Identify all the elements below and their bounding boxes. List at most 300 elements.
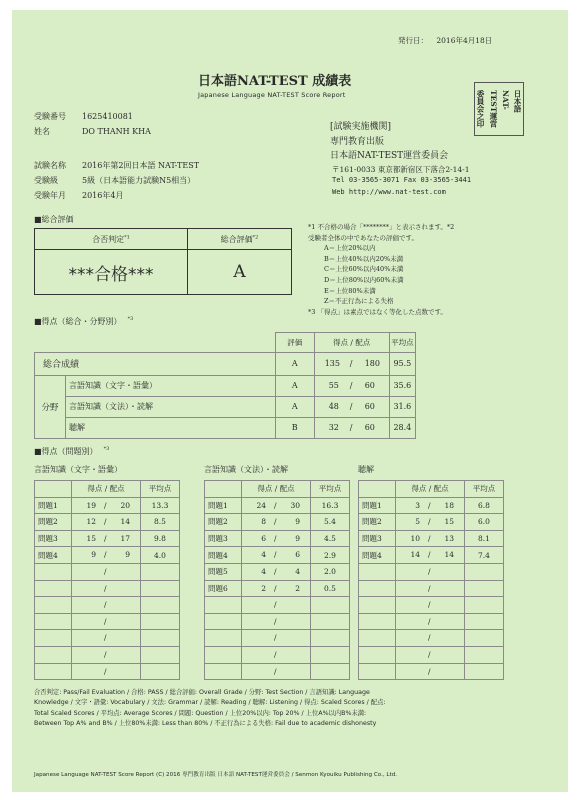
score-header: 得点 / 配点 <box>72 481 141 498</box>
score-header: 得点 / 配点 <box>314 333 389 353</box>
section-eval: A <box>275 375 314 396</box>
organizer-heading: [試験実施機関] <box>330 122 392 132</box>
blank-cell <box>141 630 180 647</box>
blank-cell <box>35 613 72 630</box>
score-cell <box>242 580 311 597</box>
score-value: 4 <box>261 566 266 576</box>
slash: / <box>104 517 107 527</box>
exam-date: 2016年4月 <box>82 191 124 200</box>
note-mark: *1 <box>124 233 130 240</box>
pass-header <box>35 229 188 250</box>
blank-cell <box>311 597 350 614</box>
note-line: *1 不合格の場合「********」と表示されます。*2 <box>308 223 455 231</box>
max-value: 14 <box>444 550 454 560</box>
score-cell <box>396 613 465 630</box>
score-cell <box>242 497 311 514</box>
blank-cell <box>359 597 396 614</box>
max-value: 30 <box>290 500 300 510</box>
slash: / <box>274 500 277 510</box>
score-cell <box>72 597 141 614</box>
blank-cell <box>465 663 504 680</box>
blank-cell <box>311 663 350 680</box>
score-cell <box>72 547 141 564</box>
overall-section-title: ■総合評価 <box>34 215 74 224</box>
byq-header-row <box>359 481 504 498</box>
table-row-empty <box>359 646 504 663</box>
blank-cell <box>35 481 72 498</box>
score-cell <box>72 630 141 647</box>
slash: / <box>428 616 431 626</box>
exam-date-row <box>34 190 123 201</box>
blank-cell <box>465 597 504 614</box>
blank-cell <box>205 630 242 647</box>
summary-section-title <box>34 316 133 327</box>
note-line: B＝上位40%以内20%未満 <box>324 254 404 263</box>
seal-col: 委員会之印 <box>476 90 485 128</box>
question-label: 問題2 <box>359 514 396 531</box>
score-cell <box>396 646 465 663</box>
blank-cell <box>465 580 504 597</box>
table-row-empty <box>35 563 180 580</box>
blank-cell <box>35 646 72 663</box>
note-line: E＝上位80%未満 <box>324 286 376 295</box>
slash: / <box>274 600 277 610</box>
avg-value: 9.8 <box>141 530 180 547</box>
slash: / <box>104 550 107 560</box>
note-line: *3 「得点」は素点ではなく等化した点数です。 <box>308 307 447 316</box>
avg-value: 2.9 <box>311 547 350 564</box>
max-value: 60 <box>364 401 375 411</box>
table-row-empty <box>359 597 504 614</box>
blank-cell <box>359 646 396 663</box>
score-value: 19 <box>86 500 96 510</box>
seal-text <box>475 90 523 128</box>
blank-cell <box>141 613 180 630</box>
avg-value: 6.0 <box>465 514 504 531</box>
blank-cell <box>465 613 504 630</box>
blank-cell <box>141 646 180 663</box>
table-row <box>205 580 350 597</box>
field-label: 分野 <box>35 375 66 438</box>
avg-header: 平均点 <box>465 481 504 498</box>
blank-cell <box>311 646 350 663</box>
table-row-empty <box>205 663 350 680</box>
score-value: 135 <box>324 358 340 368</box>
question-label: 問題3 <box>205 530 242 547</box>
byq-table <box>34 480 180 680</box>
table-row-empty <box>35 580 180 597</box>
avg-value: 13.3 <box>141 497 180 514</box>
avg-value: 6.8 <box>465 497 504 514</box>
field-label: 受験級 <box>34 176 58 185</box>
byq-table <box>358 480 504 680</box>
avg-value: 4.0 <box>141 547 180 564</box>
blank-cell <box>465 630 504 647</box>
exam-name-row <box>34 160 199 171</box>
avg-value: 5.4 <box>311 514 350 531</box>
issue-date-value: 2016年4月18日 <box>436 36 493 45</box>
table-row <box>35 497 180 514</box>
legend-line: 合否判定: Pass/Fail Evaluation / 合格: PASS / 総合評価: Overall Grade / 分野: Test Section / 言語知識: Language <box>34 689 370 696</box>
question-label: 問題4 <box>35 547 72 564</box>
avg-value: 8.1 <box>465 530 504 547</box>
grade-header <box>188 229 292 250</box>
note-line: A＝上位20%以内 <box>324 244 376 253</box>
note-mark: *3 <box>103 446 110 453</box>
total-avg: 95.5 <box>389 352 415 375</box>
organizer-address: 〒161-0033 東京都新宿区下落合2-14-1 <box>332 165 470 174</box>
max-value: 13 <box>444 533 454 543</box>
field-label: 受験年月 <box>34 191 66 200</box>
slash: / <box>104 583 107 593</box>
score-cell <box>242 530 311 547</box>
score-cell <box>242 613 311 630</box>
blank-cell <box>359 563 396 580</box>
slash: / <box>104 616 107 626</box>
seal-col: 日本語 <box>513 90 522 113</box>
blank-cell <box>35 630 72 647</box>
table-row <box>205 497 350 514</box>
byq-table <box>204 480 350 680</box>
score-value: 2 <box>261 583 266 593</box>
summary-field-row <box>35 417 416 438</box>
score-cell <box>242 630 311 647</box>
max-value: 60 <box>364 422 375 432</box>
table-row-empty <box>35 663 180 680</box>
question-label: 問題1 <box>359 497 396 514</box>
score-cell <box>72 613 141 630</box>
blank-cell <box>205 597 242 614</box>
score-cell <box>72 514 141 531</box>
avg-value: 4.5 <box>311 530 350 547</box>
blank-cell <box>359 580 396 597</box>
question-label: 問題3 <box>35 530 72 547</box>
eval-header: 評価 <box>275 333 314 353</box>
score-value: 3 <box>415 500 420 510</box>
score-cell <box>396 597 465 614</box>
blank-cell <box>141 663 180 680</box>
blank-cell <box>141 563 180 580</box>
slash: / <box>428 649 431 659</box>
blank-cell <box>311 613 350 630</box>
score-cell <box>72 646 141 663</box>
field-label: 試験名称 <box>34 161 66 170</box>
max-value: 2 <box>295 583 300 593</box>
grade-header-label: 総合評価 <box>220 234 253 244</box>
byq-table-title: 言語知識（文字・語彙） <box>34 465 122 474</box>
slash: / <box>104 566 107 576</box>
note-line: 受験者全体の中であなたの評価です。 <box>308 233 418 242</box>
blank-cell <box>141 580 180 597</box>
table-row-empty <box>359 563 504 580</box>
slash: / <box>349 358 353 368</box>
table-row <box>205 547 350 564</box>
table-row <box>359 497 504 514</box>
score-cell <box>242 563 311 580</box>
avg-value: 8.5 <box>141 514 180 531</box>
field-label: 受験番号 <box>34 112 66 121</box>
candidate-name-row <box>34 126 151 137</box>
score-value: 10 <box>410 533 420 543</box>
question-label: 問題4 <box>205 547 242 564</box>
slash: / <box>274 517 277 527</box>
slash: / <box>428 500 431 510</box>
blank-cell <box>205 646 242 663</box>
score-cell <box>396 497 465 514</box>
score-cell <box>242 646 311 663</box>
score-cell <box>242 663 311 680</box>
byq-section-label: ■得点（問題別） <box>34 447 98 456</box>
slash: / <box>428 666 431 676</box>
blank-cell <box>359 481 396 498</box>
table-row-empty <box>35 613 180 630</box>
table-row-empty <box>205 630 350 647</box>
blank-cell <box>465 563 504 580</box>
score-report-sheet <box>12 10 568 792</box>
slash: / <box>104 633 107 643</box>
section-avg: 31.6 <box>389 396 415 417</box>
question-label: 問題6 <box>205 580 242 597</box>
organizer-phone: Tel 03-3565-3071 Fax 03-3565-3441 <box>332 176 472 184</box>
avg-value: 2.0 <box>311 563 350 580</box>
summary-score-table <box>34 332 416 439</box>
blank-cell <box>205 663 242 680</box>
max-value: 18 <box>444 500 454 510</box>
slash: / <box>349 380 353 390</box>
table-row <box>359 547 504 564</box>
score-cell <box>396 530 465 547</box>
max-value: 9 <box>295 517 300 527</box>
avg-header: 平均点 <box>141 481 180 498</box>
note-line: C＝上位60%以内40%未満 <box>324 265 404 274</box>
max-value: 20 <box>120 500 130 510</box>
official-seal <box>474 82 524 136</box>
blank-cell <box>35 663 72 680</box>
score-value: 32 <box>328 422 339 432</box>
summary-section-label: ■得点（総合・分野別） <box>34 317 122 326</box>
slash: / <box>428 600 431 610</box>
candidate-number-row <box>34 111 133 122</box>
note-mark: *2 <box>252 233 259 240</box>
slash: / <box>104 500 107 510</box>
table-row <box>359 514 504 531</box>
byq-header-row <box>35 481 180 498</box>
overall-evaluation-table <box>34 228 292 295</box>
max-value: 17 <box>120 533 130 543</box>
report-subtitle: Japanese Language NAT-TEST Score Report <box>198 91 346 99</box>
score-cell <box>72 663 141 680</box>
legend-line: Between Top A% and B% / 上位80%未満: Less than 80% / 不正行為による失格: Fail due to academic dishonesty <box>34 720 377 728</box>
score-cell <box>72 530 141 547</box>
table-row-empty <box>205 597 350 614</box>
slash: / <box>428 533 431 543</box>
copyright-footer: Japanese Language NAT-TEST Score Report (C) 2016 専門教育出版 日本語 NAT-TEST運営委員会 / Senmon Kyouiku Publishing Co., Ltd. <box>34 772 398 778</box>
score-cell <box>396 630 465 647</box>
section-score-cell <box>314 375 389 396</box>
table-row-empty <box>35 630 180 647</box>
table-row-empty <box>205 646 350 663</box>
question-label: 問題1 <box>35 497 72 514</box>
blank-cell <box>359 630 396 647</box>
max-value: 180 <box>364 358 380 368</box>
note-line: Z＝不正行為による失格 <box>324 297 394 306</box>
byq-section-title <box>34 446 109 457</box>
score-value: 12 <box>86 517 96 527</box>
report-title: 日本語NAT-TEST 成績表 <box>198 74 352 89</box>
score-cell <box>72 497 141 514</box>
score-value: 55 <box>328 380 339 390</box>
candidate-number: 1625410081 <box>82 112 133 121</box>
slash: / <box>104 666 107 676</box>
blank-cell <box>35 580 72 597</box>
slash: / <box>274 633 277 643</box>
score-value: 14 <box>410 550 420 560</box>
avg-value: 16.3 <box>311 497 350 514</box>
summary-field-row <box>35 396 416 417</box>
section-score-cell <box>314 417 389 438</box>
grade-notes <box>308 222 558 317</box>
english-legend <box>34 688 386 730</box>
score-cell <box>396 563 465 580</box>
score-cell <box>396 663 465 680</box>
score-value: 15 <box>86 533 96 543</box>
score-value: 5 <box>415 517 420 527</box>
table-row <box>205 514 350 531</box>
max-value: 9 <box>125 550 130 560</box>
slash: / <box>428 583 431 593</box>
table-row-empty <box>35 597 180 614</box>
section-label: 言語知識（文法）・読解 <box>66 396 276 417</box>
max-value: 6 <box>295 550 300 560</box>
score-value: 9 <box>91 550 96 560</box>
slash: / <box>274 583 277 593</box>
summary-header-row <box>35 333 416 353</box>
question-label: 問題3 <box>359 530 396 547</box>
score-cell <box>242 514 311 531</box>
table-row-empty <box>205 613 350 630</box>
slash: / <box>104 600 107 610</box>
table-row <box>35 514 180 531</box>
total-eval: A <box>275 352 314 375</box>
exam-level: 5級（日本語能力試験N5相当） <box>82 176 196 185</box>
issue-date <box>398 35 492 46</box>
blank-cell <box>35 333 276 353</box>
section-label: 言語知識（文字・語彙） <box>66 375 276 396</box>
table-row <box>205 563 350 580</box>
avg-header: 平均点 <box>311 481 350 498</box>
avg-value: 0.5 <box>311 580 350 597</box>
score-cell <box>242 547 311 564</box>
blank-cell <box>311 630 350 647</box>
slash: / <box>428 517 431 527</box>
question-label: 問題4 <box>359 547 396 564</box>
issue-date-label: 発行日： <box>398 36 428 45</box>
score-cell <box>396 514 465 531</box>
organizer-committee: 日本語NAT-TEST運営委員会 <box>330 151 449 161</box>
section-avg: 35.6 <box>389 375 415 396</box>
slash: / <box>104 649 107 659</box>
max-value: 4 <box>295 566 300 576</box>
table-row <box>35 547 180 564</box>
section-score-cell <box>314 396 389 417</box>
table-row-empty <box>359 663 504 680</box>
note-mark: *3 <box>127 316 134 323</box>
slash: / <box>349 401 353 411</box>
table-row <box>205 530 350 547</box>
max-value: 14 <box>120 517 130 527</box>
table-row-empty <box>359 630 504 647</box>
slash: / <box>274 533 277 543</box>
question-label: 問題1 <box>205 497 242 514</box>
slash: / <box>274 616 277 626</box>
section-eval: A <box>275 396 314 417</box>
slash: / <box>274 649 277 659</box>
section-avg: 28.4 <box>389 417 415 438</box>
score-cell <box>396 580 465 597</box>
question-label: 問題5 <box>205 563 242 580</box>
slash: / <box>274 566 277 576</box>
slash: / <box>428 566 431 576</box>
blank-cell <box>35 563 72 580</box>
slash: / <box>349 422 353 432</box>
score-cell <box>242 597 311 614</box>
table-row-empty <box>359 580 504 597</box>
score-cell <box>72 580 141 597</box>
question-label: 問題2 <box>205 514 242 531</box>
max-value: 15 <box>444 517 454 527</box>
slash: / <box>428 550 431 560</box>
byq-table-title: 聴解 <box>358 465 374 474</box>
blank-cell <box>35 597 72 614</box>
organizer-web: Web http://www.nat-test.com <box>332 188 446 196</box>
exam-level-row <box>34 175 195 186</box>
slash: / <box>428 633 431 643</box>
note-line: D＝上位80%以内60%未満 <box>324 275 404 284</box>
slash: / <box>104 533 107 543</box>
section-eval: B <box>275 417 314 438</box>
field-label: 姓名 <box>34 127 50 136</box>
pass-header-label: 合否判定 <box>92 234 125 244</box>
legend-line: Knowledge / 文字・語彙: Vocabulary / 文法: Grammar / 読解: Reading / 聴解: Listening / 得点: Scaled Scores / 配点: <box>34 699 386 707</box>
total-label: 総合成績 <box>35 352 276 375</box>
organizer-publisher: 専門教育出版 <box>330 137 385 147</box>
overall-grade: A <box>188 250 292 295</box>
legend-line: Total Scaled Scores / 平均点: Average Scores / 問題: Question / 上位20%以内: Top 20% / 上位A%以内B%未満: <box>34 709 367 717</box>
slash: / <box>274 550 277 560</box>
blank-cell <box>359 613 396 630</box>
score-header: 得点 / 配点 <box>396 481 465 498</box>
byq-table-title: 言語知識（文法）・読解 <box>204 465 288 474</box>
score-value: 48 <box>328 401 339 411</box>
table-row-empty <box>359 613 504 630</box>
table-row-empty <box>35 646 180 663</box>
summary-total-row <box>35 352 416 375</box>
total-score-cell <box>314 352 389 375</box>
pass-result: ***合格*** <box>35 250 188 295</box>
table-row <box>35 530 180 547</box>
seal-col: TEST運営 <box>489 90 498 128</box>
exam-name: 2016年第2回日本語 NAT-TEST <box>82 161 200 170</box>
section-label: 聴解 <box>66 417 276 438</box>
max-value: 9 <box>295 533 300 543</box>
blank-cell <box>141 597 180 614</box>
table-row <box>359 530 504 547</box>
avg-value: 7.4 <box>465 547 504 564</box>
blank-cell <box>205 481 242 498</box>
score-cell <box>72 563 141 580</box>
score-value: 4 <box>261 550 266 560</box>
blank-cell <box>205 613 242 630</box>
